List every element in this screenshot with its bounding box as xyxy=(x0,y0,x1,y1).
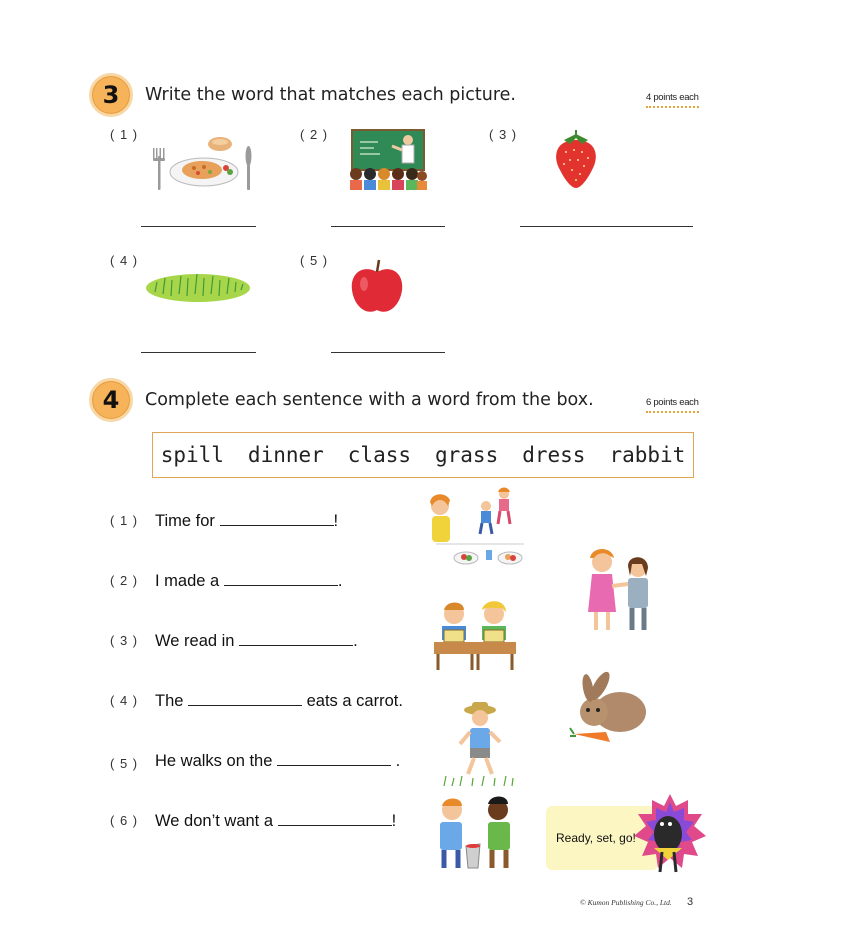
sentence-3-label: ( 3 ) xyxy=(110,633,139,648)
answer-blank[interactable] xyxy=(220,511,334,526)
sentence-text: We read in xyxy=(155,632,235,650)
word-box-word: grass xyxy=(435,443,499,467)
item-3-3-label: ( 3 ) xyxy=(489,127,518,142)
item-3-2-label: ( 2 ) xyxy=(300,127,329,142)
answer-blank[interactable] xyxy=(239,631,353,646)
reading-class-illustration xyxy=(432,600,518,672)
rabbit-illustration xyxy=(570,672,650,748)
sentence-text: . xyxy=(353,632,358,650)
dress-illustration xyxy=(584,546,660,634)
answer-line-3-4[interactable] xyxy=(141,352,256,353)
word-box-word: rabbit xyxy=(609,443,686,467)
speech-bubble: Ready, set, go! xyxy=(546,806,658,870)
sentence-6-label: ( 6 ) xyxy=(110,813,139,828)
section-3-points: 4 points each xyxy=(646,92,699,108)
item-3-4-label: ( 4 ) xyxy=(110,253,139,268)
word-box xyxy=(152,432,694,478)
sentence-text: He walks on the xyxy=(155,752,273,770)
sentence-2 xyxy=(155,571,342,591)
section-4-instruction: Complete each sentence with a word from the box. xyxy=(145,390,594,410)
sentence-1-label: ( 1 ) xyxy=(110,513,139,528)
answer-blank[interactable] xyxy=(224,571,338,586)
sentence-4 xyxy=(155,691,403,711)
classroom-icon xyxy=(346,128,428,192)
word-box-word: dinner xyxy=(247,443,324,467)
answer-blank[interactable] xyxy=(188,691,302,706)
sentence-text: . xyxy=(395,752,401,770)
section-3-badge: 3 xyxy=(89,73,133,117)
dinner-plate-icon xyxy=(152,136,256,192)
answer-blank[interactable] xyxy=(278,811,392,826)
strawberry-icon xyxy=(552,130,600,190)
sentence-text: ! xyxy=(333,512,339,530)
section-4-points: 6 points each xyxy=(646,397,699,413)
sentence-6 xyxy=(155,811,396,831)
apple-icon xyxy=(348,258,406,316)
grass-icon xyxy=(145,266,251,306)
sentence-2-label: ( 2 ) xyxy=(110,573,139,588)
page-number: 3 xyxy=(687,896,694,908)
section-4-badge: 4 xyxy=(89,378,133,422)
sentence-text: eats a carrot. xyxy=(306,692,403,710)
hedgehog-icon xyxy=(634,792,706,874)
answer-line-3-5[interactable] xyxy=(331,352,445,353)
sentence-5-label: ( 5 ) xyxy=(110,756,139,771)
answer-line-3-1[interactable] xyxy=(141,226,256,227)
sentence-text: . xyxy=(337,572,343,590)
sentence-1 xyxy=(155,511,338,531)
word-box-word: class xyxy=(347,443,411,467)
sentence-text: We don’t want a xyxy=(155,812,274,830)
section-3-instruction: Write the word that matches each picture. xyxy=(145,85,516,105)
sentence-5 xyxy=(155,751,400,771)
item-3-5-label: ( 5 ) xyxy=(300,253,329,268)
family-dinner-illustration xyxy=(426,484,526,574)
word-box-word: spill xyxy=(160,443,224,467)
word-box-word: dress xyxy=(522,443,586,467)
answer-line-3-3[interactable] xyxy=(520,226,693,227)
answer-blank[interactable] xyxy=(277,751,391,766)
sentence-text: I made a xyxy=(155,572,220,590)
sentence-text: ! xyxy=(391,812,397,830)
sentence-3 xyxy=(155,631,358,651)
answer-line-3-2[interactable] xyxy=(331,226,445,227)
boy-on-grass-illustration xyxy=(442,698,516,788)
copyright: © Kumon Publishing Co., Ltd. xyxy=(580,898,672,907)
sentence-text: The xyxy=(155,692,184,710)
item-3-1-label: ( 1 ) xyxy=(110,127,139,142)
spill-illustration xyxy=(432,796,522,876)
sentence-4-label: ( 4 ) xyxy=(110,693,139,708)
sentence-text: Time for xyxy=(155,512,215,530)
